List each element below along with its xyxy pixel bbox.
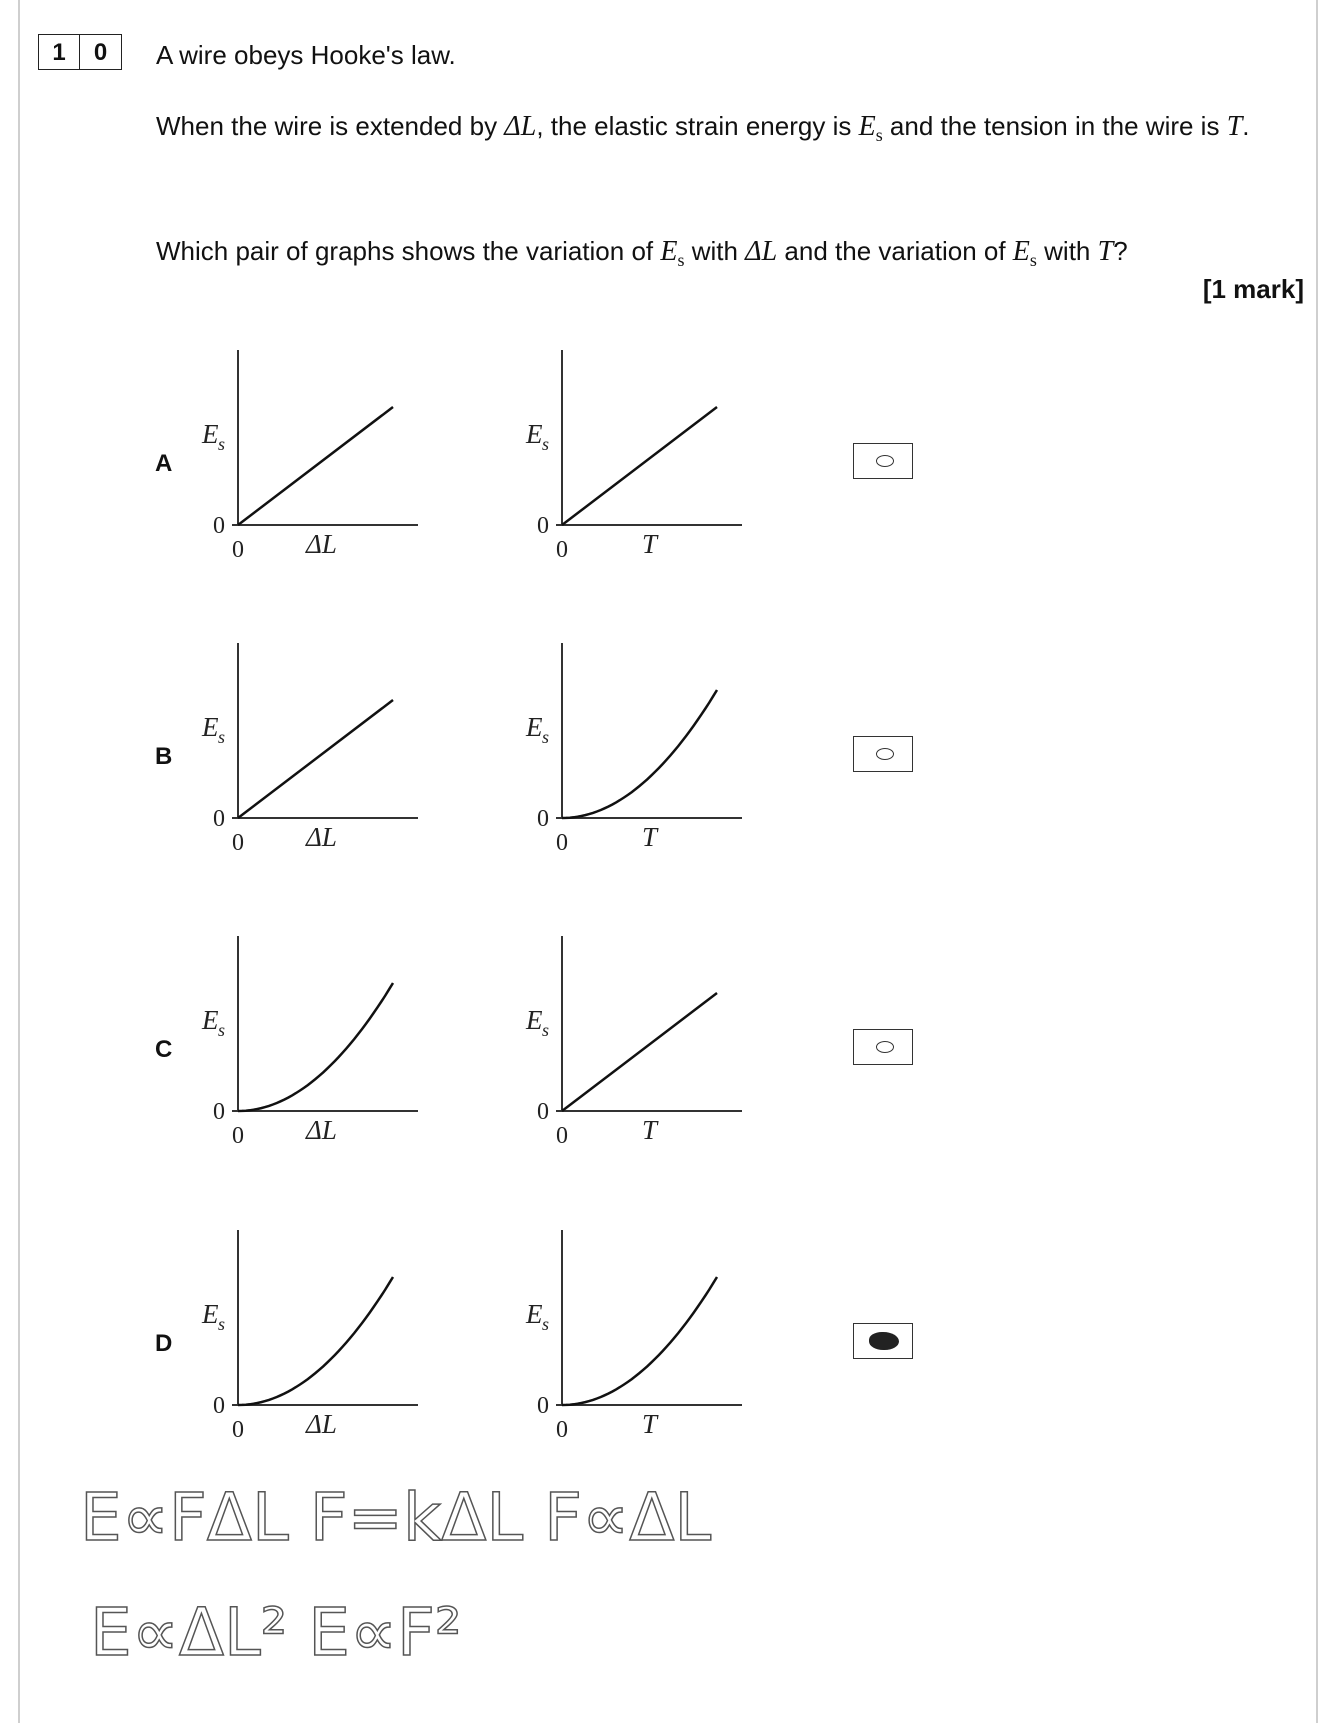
graph-es-vs-deltal-d [188,1220,438,1450]
y-origin-label: 0 [213,1099,225,1125]
x-origin-label: 0 [556,1123,568,1149]
data-line-linear [562,993,717,1111]
graph-es-vs-t-c [512,926,762,1156]
y-axis-label: E [526,712,543,742]
graph-es-vs-deltal-c [188,926,438,1156]
y-origin-label: 0 [213,806,225,832]
answer-box-c[interactable] [853,1029,913,1065]
data-line-linear [562,407,717,525]
data-curve-quadratic [238,983,393,1111]
y-axis-label-sub: s [542,1020,550,1040]
x-axis-label: T [642,1409,658,1439]
y-axis-label: E [202,1299,219,1329]
y-axis-label: E [202,1005,219,1035]
option-letter-c: C [155,1036,173,1063]
y-axis-label: E [526,1299,543,1329]
y-axis-label-sub: s [542,434,550,454]
data-line-linear [238,700,393,818]
x-axis-label: ΔL [306,1409,337,1439]
y-origin-label: 0 [537,806,549,832]
y-axis-label-sub: s [218,1020,226,1040]
y-axis-label: E [526,1005,543,1035]
data-line-linear [238,407,393,525]
x-origin-label: 0 [232,1417,244,1443]
question-number-digit: 1 [38,34,80,70]
x-origin-label: 0 [556,830,568,856]
option-letter-b: B [155,743,173,770]
x-origin-label: 0 [556,537,568,563]
y-axis-label-sub: s [218,434,226,454]
option-letter-d: D [155,1330,173,1357]
question-body: When the wire is extended by ΔL, the elastic strain energy is $E_s$ and the tension in the wire is T. [156,111,1250,145]
marks-label: [1 mark] [1202,274,1304,304]
graph-es-vs-deltal-a [188,340,438,570]
y-axis-label: E [202,712,219,742]
graph-es-vs-t-d [512,1220,762,1450]
data-curve-quadratic [562,1277,717,1405]
answer-bubble-empty [876,748,894,760]
x-axis-label: ΔL [306,1115,337,1145]
answer-bubble-filled [869,1332,899,1350]
answer-box-a[interactable] [853,443,913,479]
answer-bubble-empty [876,1041,894,1053]
x-axis-label: ΔL [306,822,337,852]
x-axis-label: T [642,529,658,559]
x-origin-label: 0 [232,1123,244,1149]
y-axis-label-sub: s [218,727,226,747]
handwriting-line-1: E∝FΔL F=kΔL F∝ΔL [80,1479,712,1556]
answer-bubble-empty [876,455,894,467]
y-axis-label: E [202,419,219,449]
x-origin-label: 0 [556,1417,568,1443]
answer-box-d[interactable] [853,1323,913,1359]
option-letter-a: A [155,450,173,477]
y-axis-label-sub: s [542,727,550,747]
data-curve-quadratic [238,1277,393,1405]
y-axis-label: E [526,419,543,449]
question-prompt: Which pair of graphs shows the variation of $E_s$ with ΔL and the variation of $E_s$ with T? [156,236,1128,270]
y-axis-label-sub: s [542,1314,550,1334]
graph-es-vs-t-b [512,633,762,863]
graph-es-vs-t-a [512,340,762,570]
y-origin-label: 0 [537,1099,549,1125]
question-intro: A wire obeys Hooke's law. [156,40,456,70]
handwritten-notes [80,1470,1080,1690]
y-origin-label: 0 [213,1393,225,1419]
x-origin-label: 0 [232,830,244,856]
handwriting-line-2: E∝ΔL² E∝F² [90,1594,462,1671]
x-axis-label: T [642,1115,658,1145]
answer-box-b[interactable] [853,736,913,772]
graph-es-vs-deltal-b [188,633,438,863]
x-axis-label: ΔL [306,529,337,559]
y-origin-label: 0 [537,1393,549,1419]
y-axis-label-sub: s [218,1314,226,1334]
y-origin-label: 0 [537,513,549,539]
y-origin-label: 0 [213,513,225,539]
question-number-digit: 0 [80,34,122,70]
question-number [38,34,122,70]
x-origin-label: 0 [232,537,244,563]
x-axis-label: T [642,822,658,852]
data-curve-quadratic [562,690,717,818]
